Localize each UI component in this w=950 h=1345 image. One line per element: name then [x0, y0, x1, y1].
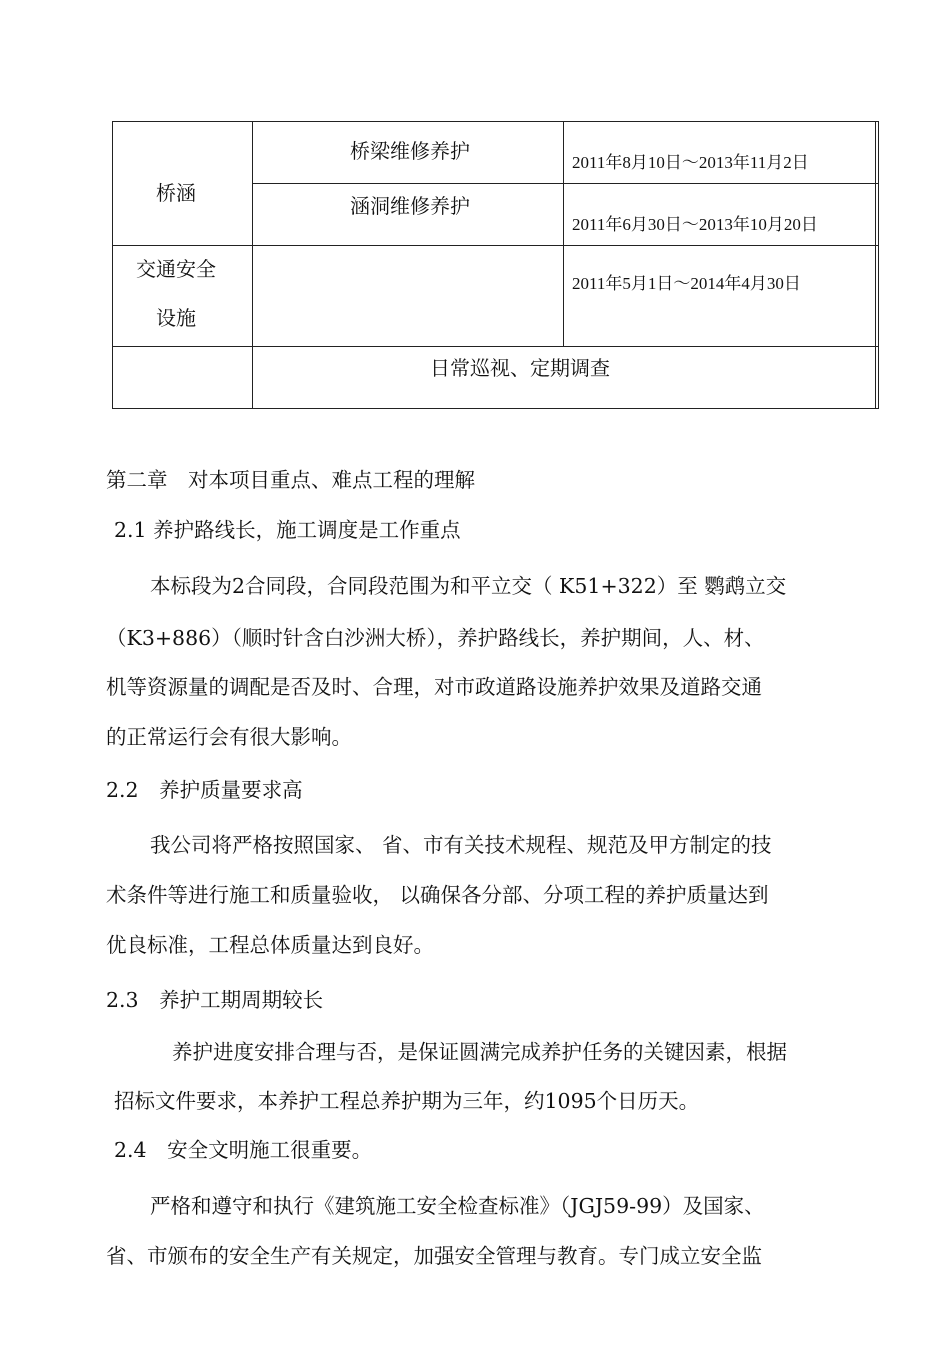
- table-cell-traffic-safety-line1: 交通安全: [136, 257, 216, 281]
- table-rule-row2: [112, 245, 878, 246]
- section-2-3-line: 养护进度安排合理与否，是保证圆满完成养护任务的关键因素，根据: [172, 1040, 787, 1064]
- table-cell-culvert-repair: 涵洞维修养护: [350, 194, 470, 218]
- table-rule-col2: [563, 121, 564, 347]
- section-2-2-line: 我公司将严格按照国家、 省、市有关技术规程、规范及甲方制定的技: [150, 833, 772, 857]
- table-border-bottom: [112, 408, 878, 409]
- section-2-3-heading: 2.3 养护工期周期较长: [106, 988, 324, 1012]
- section-2-2-heading: 2.2 养护质量要求高: [106, 778, 303, 802]
- table-cell-daily-inspection: 日常巡视、定期调查: [430, 356, 610, 380]
- section-2-2-line: 优良标准，工程总体质量达到良好。: [106, 933, 434, 957]
- table-cell-bridge-repair: 桥梁维修养护: [350, 139, 470, 163]
- section-2-1-heading: 2.1 养护路线长，施工调度是工作重点: [114, 518, 461, 542]
- section-2-1-line: 机等资源量的调配是否及时、合理，对市政道路设施养护效果及道路交通: [106, 675, 762, 699]
- maintenance-schedule-table: [112, 121, 878, 409]
- table-rule-col1: [252, 121, 253, 409]
- section-2-4-line: 严格和遵守和执行《建筑施工安全检查标准》（JGJ59-99）及国家、: [150, 1194, 765, 1218]
- section-2-1-line: 的正常运行会有很大影响。: [106, 725, 352, 749]
- table-cell-traffic-safety-line2: 设施: [156, 306, 196, 330]
- section-2-1-line: 本标段为2合同段，合同段范围为和平立交（ K51+322）至 鹦鹉立交: [150, 574, 787, 598]
- table-rule-row3: [112, 346, 878, 347]
- table-rule-row1: [252, 183, 878, 184]
- section-2-4-heading: 2.4 安全文明施工很重要。: [114, 1138, 373, 1162]
- section-2-2-line: 术条件等进行施工和质量验收， 以确保各分部、分项工程的养护质量达到: [106, 883, 769, 907]
- section-2-4-line: 省、市颁布的安全生产有关规定，加强安全管理与教育。专门成立安全监: [106, 1244, 762, 1268]
- section-2-1-line: （K3+886）（顺时针含白沙洲大桥），养护路线长，养护期间，人、材、: [106, 626, 765, 650]
- table-border-left: [112, 121, 113, 409]
- table-cell-traffic-safety-period: 2011年5月1日～2014年4月30日: [572, 274, 801, 293]
- table-border-right: [875, 121, 876, 409]
- section-2-3-line: 招标文件要求，本养护工程总养护期为三年，约1095个日历天。: [114, 1089, 700, 1113]
- table-border-right-outer: [878, 121, 879, 409]
- table-cell-culvert-repair-period: 2011年6月30日～2013年10月20日: [572, 215, 818, 234]
- chapter-title: 第二章 对本项目重点、难点工程的理解: [106, 468, 475, 492]
- table-cell-bridge-repair-period: 2011年8月10日～2013年11月2日: [572, 153, 809, 172]
- table-cell-bridge-category: 桥涵: [156, 181, 196, 205]
- table-border-top: [112, 121, 878, 122]
